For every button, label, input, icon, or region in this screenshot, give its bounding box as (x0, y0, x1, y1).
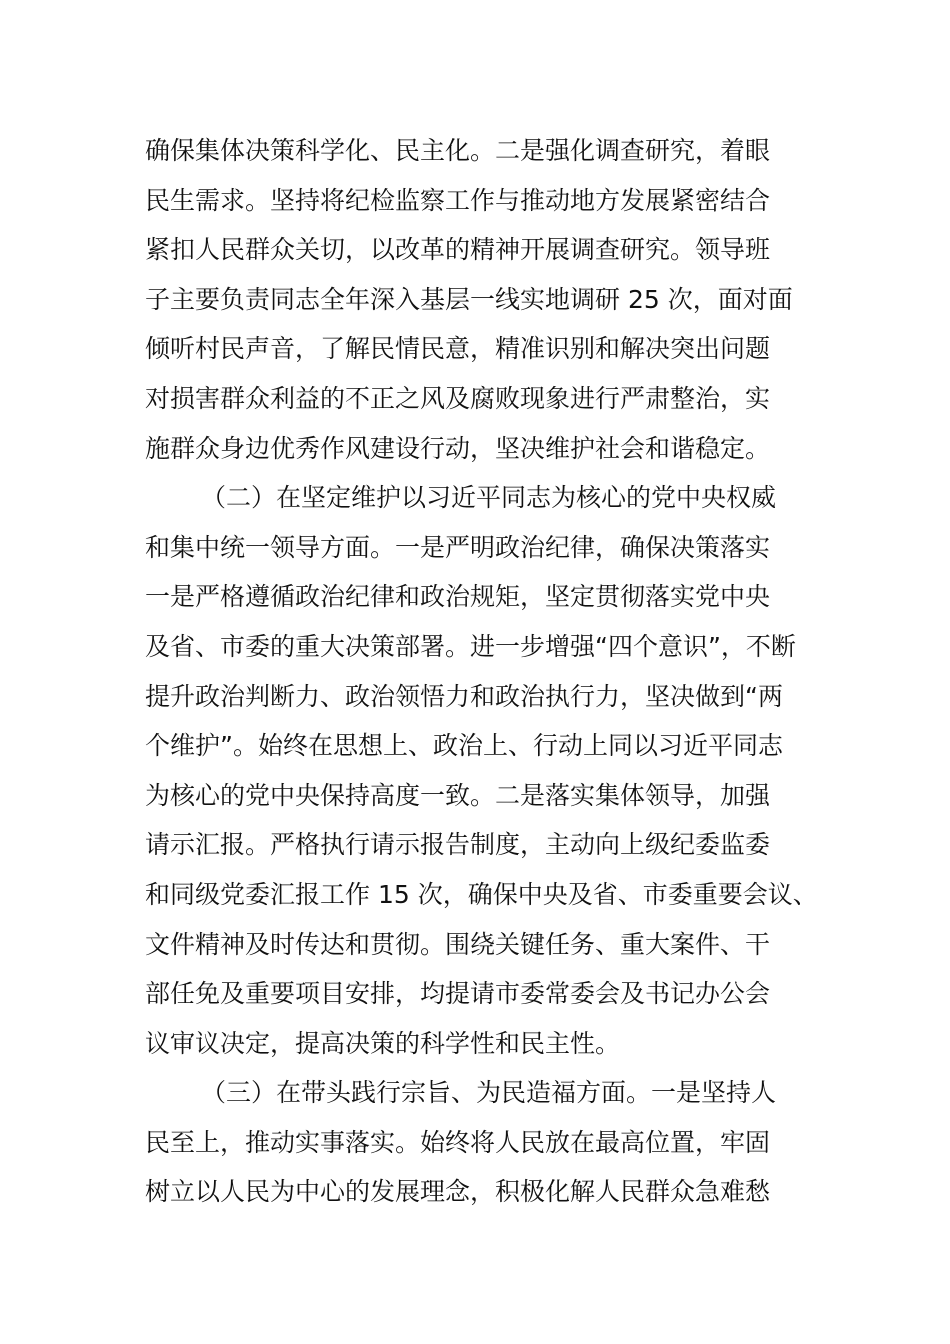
text-line-14: 为核心的党中央保持高度一致。二是落实集体领导，加强 (145, 780, 771, 810)
text-line-11: 及省、市委的重大决策部署。进一步增强“四个意识”，不断 (145, 631, 796, 661)
text-line-10: 一是严格遵循政治纪律和政治规矩，坚定贯彻落实党中央 (145, 582, 771, 612)
text-line-1: 确保集体决策科学化、民主化。二是强化调查研究，着眼 (145, 136, 771, 165)
text-line-6: 对损害群众利益的不正之风及腐败现象进行严肃整治，实 (145, 383, 771, 413)
text-line-18: 部任免及重要项目安排，均提请市委常委会及书记办公会 (145, 979, 771, 1009)
text-line-17: 文件精神及时传达和贯彻。围绕关键任务、重大案件、干 (145, 929, 771, 959)
section-heading-3: （三）在带头践行宗旨、为民造福方面。一是坚持人 (201, 1078, 777, 1108)
text-line-9: 和集中统一领导方面。一是严明政治纪律，确保决策落实 (145, 532, 771, 562)
text-line-19: 议审议决定，提高决策的科学性和民主性。 (145, 1028, 621, 1058)
text-line-5: 倾听村民声音，了解民情民意，精准识别和解决突出问题 (145, 334, 771, 364)
text-line-13: 个维护”。始终在思想上、政治上、行动上同以习近平同志 (145, 731, 783, 761)
text-line-16: 和同级党委汇报工作 15 次，确保中央及省、市委重要会议、 (145, 879, 818, 909)
text-line-22: 树立以人民为中心的发展理念，积极化解人民群众急难愁 (145, 1177, 771, 1207)
text-line-21: 民至上，推动实事落实。始终将人民放在最高位置，牢固 (145, 1127, 771, 1157)
section-heading-2: （二）在坚定维护以习近平同志为核心的党中央权威 (201, 483, 777, 513)
text-line-15: 请示汇报。严格执行请示报告制度，主动向上级纪委监委 (145, 830, 771, 860)
text-line-3: 紧扣人民群众关切，以改革的精神开展调查研究。领导班 (145, 235, 771, 265)
text-line-4: 子主要负责同志全年深入基层一线实地调研 25 次，面对面 (145, 284, 793, 314)
text-line-7: 施群众身边优秀作风建设行动，坚决维护社会和谐稳定。 (145, 433, 771, 463)
body-text (145, 126, 825, 1217)
text-line-12: 提升政治判断力、政治领悟力和政治执行力，坚决做到“两 (145, 681, 783, 711)
text-line-2: 民生需求。坚持将纪检监察工作与推动地方发展紧密结合 (145, 185, 771, 215)
